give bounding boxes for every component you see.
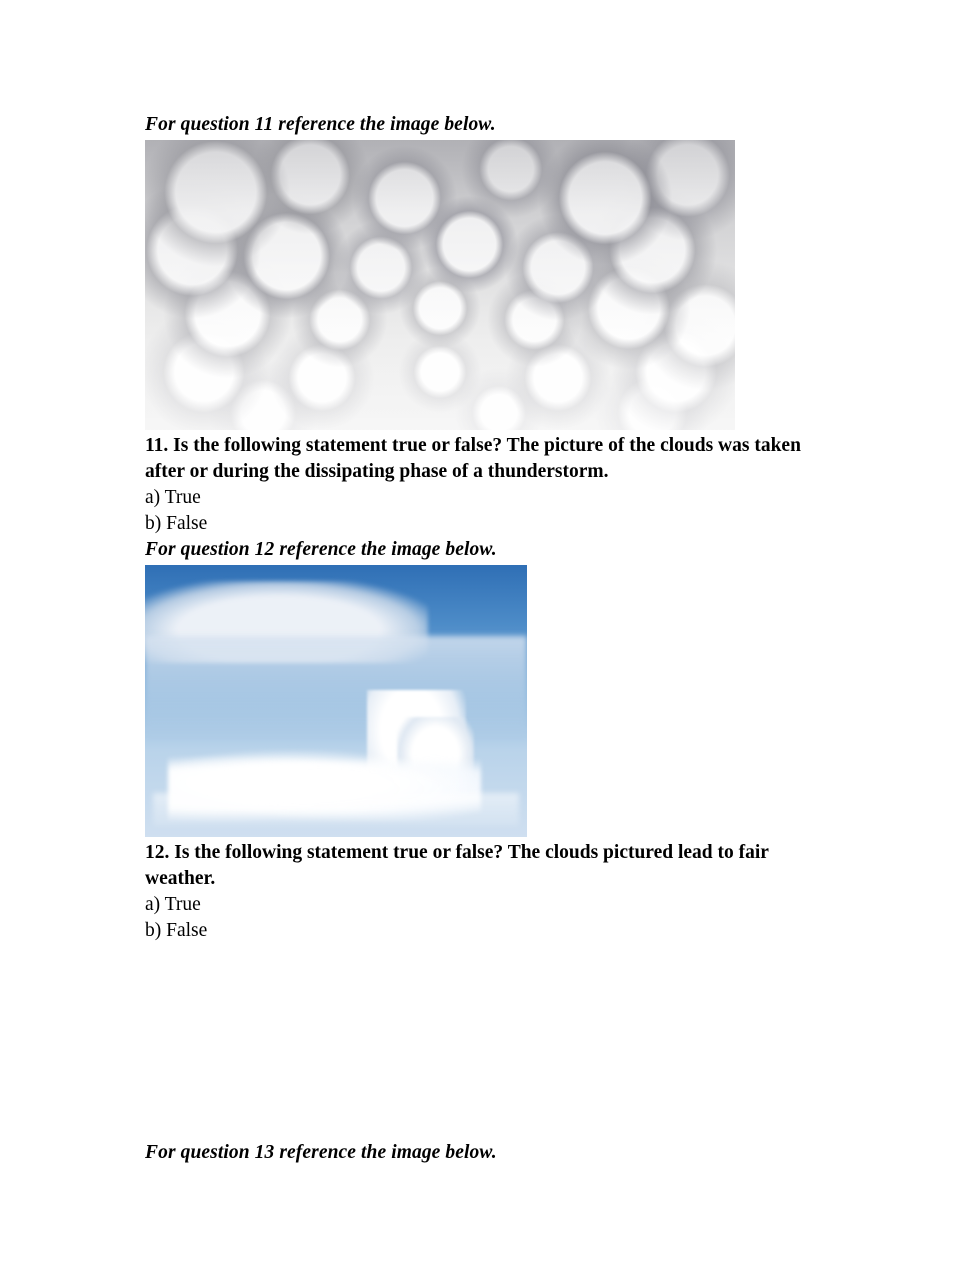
reference-line-q11: For question 11 reference the image below. (145, 114, 496, 135)
question-12-option-b: b) False (145, 920, 208, 941)
cloud-wisp-layer (153, 793, 520, 826)
question-11-option-a: a) True (145, 487, 201, 508)
cumulus-clouds-photo (145, 565, 527, 837)
page-spacer (145, 944, 845, 1140)
mammatus-clouds-photo (145, 140, 735, 430)
question-11-text: 11. Is the following statement true or false? The picture of the clouds was taken after or during the dissipating phase of a thunderstorm. (145, 435, 801, 482)
question-12-text: 12. Is the following statement true or false? The clouds pictured lead to fair weather. (145, 842, 769, 889)
cloud-shading-layer (145, 140, 735, 430)
reference-line-q12: For question 12 reference the image below. (145, 539, 497, 560)
question-11-option-b: b) False (145, 513, 208, 534)
question-12-option-a: a) True (145, 894, 201, 915)
document-body (145, 112, 845, 1168)
reference-line-q13: For question 13 reference the image below. (145, 1142, 497, 1163)
